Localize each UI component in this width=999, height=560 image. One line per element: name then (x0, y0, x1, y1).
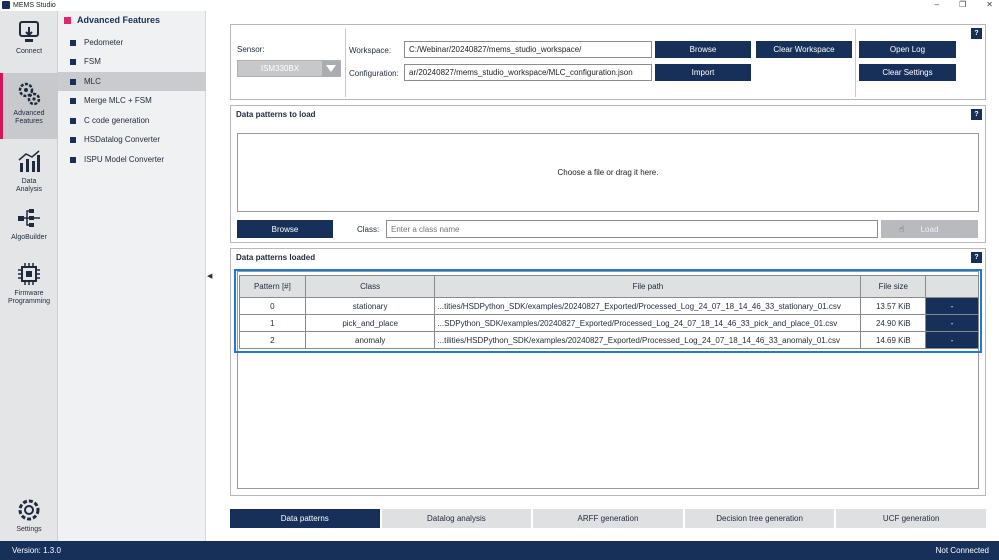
submenu-label: Merge MLC + FSM (84, 96, 152, 105)
cell-pattern: 2 (240, 332, 306, 349)
table-row[interactable] (240, 315, 979, 332)
rail-label-advanced-features: Advanced Features (13, 110, 45, 125)
submenu-item-mlc[interactable] (58, 72, 206, 91)
rail-label-connect: Connect (15, 48, 43, 55)
configuration-field[interactable]: ar/20240827/mems_studio_workspace/MLC_configuration.json (404, 64, 652, 81)
rail-item-connect[interactable] (0, 11, 58, 67)
submenu-item-hsdatalog-converter[interactable] (58, 130, 206, 149)
file-dropzone[interactable]: Choose a file or drag it here. (237, 133, 979, 212)
rail-label-firmware-programming: Firmware Programming (7, 290, 50, 305)
submenu-header (64, 15, 160, 25)
cell-file-size: 24.90 KiB (861, 315, 926, 332)
cell-file-path: ...tities/HSDPython_SDK/examples/20240827_Exported/Processed_Log_24_07_18_14_46_33_stationary_01.csv (435, 298, 861, 315)
main-nav-rail (0, 11, 58, 541)
class-name-input[interactable] (386, 220, 878, 238)
rail-item-advanced-features[interactable] (0, 73, 58, 139)
cursor-icon: ☝ (899, 223, 905, 234)
bullet-icon (70, 137, 76, 143)
tab-decision-tree-generation[interactable]: Decision tree generation (685, 509, 835, 528)
cell-file-path: ...SDPython_SDK/examples/20240827_Exported/Processed_Log_24_07_18_14_46_33_pick_and_place_01.csv (435, 315, 861, 332)
rail-label-algobuilder: AlgoBuilder (11, 234, 47, 241)
maximize-button[interactable]: ❐ (959, 0, 967, 9)
cell-file-path: ...tilities/HSDPython_SDK/examples/20240827_Exported/Processed_Log_24_07_18_14_46_33_anomaly_01.csv (435, 332, 861, 349)
rail-item-algobuilder[interactable] (0, 197, 58, 253)
connection-status: Not Connected (935, 546, 989, 555)
status-bar (0, 541, 999, 560)
clear-settings-button[interactable]: Clear Settings (859, 64, 956, 81)
table-row[interactable] (240, 332, 979, 349)
submenu-label: Pedometer (84, 38, 124, 47)
loaded-panel-title: Data patterns loaded (236, 253, 316, 262)
divider (855, 29, 856, 97)
bullet-icon (70, 98, 76, 104)
app-logo-icon (2, 1, 10, 9)
cell-pattern: 0 (240, 298, 306, 315)
tab-ucf-generation[interactable]: UCF generation (836, 509, 986, 528)
workspace-field[interactable]: C:/Webinar/20240827/mems_studio_workspace/ (404, 41, 652, 58)
gear-icon (16, 497, 42, 523)
load-panel-title: Data patterns to load (236, 110, 316, 119)
title-bar (0, 0, 999, 10)
workspace-browse-button[interactable]: Browse (655, 41, 751, 58)
load-patterns-panel (230, 105, 986, 243)
remove-row-button[interactable]: - (926, 315, 979, 332)
loaded-help-button[interactable]: ? (971, 252, 982, 263)
rail-item-data-analysis[interactable] (0, 141, 58, 197)
cell-file-size: 14.69 KiB (861, 332, 926, 349)
submenu-title: Advanced Features (77, 15, 161, 25)
minimize-button[interactable]: – (934, 0, 940, 9)
column-header-file-size[interactable]: File size (861, 276, 926, 298)
workflow-tabs (230, 509, 986, 528)
nodes-icon (16, 205, 42, 231)
loaded-patterns-panel (230, 248, 986, 496)
bullet-icon (70, 40, 76, 46)
load-help-button[interactable]: ? (971, 109, 982, 120)
submenu-label: HSDatalog Converter (84, 135, 161, 144)
submenu-item-c-code-generation[interactable] (58, 111, 206, 130)
sensor-select-value: ISM330BX (260, 64, 300, 73)
column-header-actions (926, 276, 979, 298)
column-header-class[interactable]: Class (305, 276, 435, 298)
connect-icon (16, 19, 42, 45)
window-title: MEMS Studio (13, 1, 56, 9)
class-label: Class: (357, 225, 380, 234)
submenu-item-merge-mlc-fsm[interactable] (58, 91, 206, 110)
tab-datalog-analysis[interactable]: Datalog analysis (382, 509, 532, 528)
close-button[interactable]: ✕ (986, 0, 993, 9)
bullet-icon (70, 79, 76, 85)
chevron-down-icon (322, 61, 340, 76)
submenu-label: MLC (84, 77, 101, 86)
column-header-pattern[interactable]: Pattern [#] (240, 276, 306, 298)
cell-class: pick_and_place (305, 315, 435, 332)
submenu-item-pedometer[interactable] (58, 33, 206, 52)
import-button[interactable]: Import (655, 64, 751, 81)
sensor-label: Sensor: (237, 45, 265, 54)
bullet-icon (70, 118, 76, 124)
configuration-label: Configuration: (349, 69, 399, 78)
tab-arff-generation[interactable]: ARFF generation (533, 509, 683, 528)
cell-class: stationary (305, 298, 435, 315)
chip-icon (16, 261, 42, 287)
collapse-sidebar-icon[interactable]: ◀ (207, 273, 213, 280)
submenu-label: ISPU Model Converter (84, 155, 165, 164)
bullet-icon (70, 157, 76, 163)
remove-row-button[interactable]: - (926, 332, 979, 349)
submenu-label: C code generation (84, 116, 150, 125)
remove-row-button[interactable]: - (926, 298, 979, 315)
workspace-label: Workspace: (349, 46, 392, 55)
divider (345, 29, 346, 97)
cell-pattern: 1 (240, 315, 306, 332)
section-marker (64, 17, 71, 24)
rail-label-data-analysis: Data Analysis (15, 178, 43, 193)
load-button[interactable] (881, 220, 978, 238)
rail-label-settings: Settings (16, 526, 42, 533)
submenu-label: FSM (84, 57, 101, 66)
bullet-icon (70, 59, 76, 65)
gears-icon (16, 81, 42, 107)
clear-workspace-button[interactable]: Clear Workspace (756, 41, 852, 58)
submenu-item-ispu-model-converter[interactable] (58, 150, 206, 169)
column-header-file-path[interactable]: File path (435, 276, 861, 298)
open-log-button[interactable]: Open Log (859, 41, 956, 58)
submenu-item-fsm[interactable] (58, 52, 206, 71)
version-text: Version: 1.3.0 (12, 546, 61, 555)
load-button-label: Load (920, 224, 939, 234)
cell-file-size: 13.57 KiB (861, 298, 926, 315)
feature-submenu (58, 11, 206, 541)
table-row[interactable] (240, 298, 979, 315)
table-header-row (240, 276, 979, 298)
cell-class: anomaly (305, 332, 435, 349)
configuration-panel (230, 24, 986, 100)
rail-item-firmware-programming[interactable] (0, 253, 58, 309)
rail-item-settings[interactable] (0, 489, 58, 541)
chart-icon (16, 149, 42, 175)
sensor-select[interactable] (237, 60, 341, 77)
config-help-button[interactable]: ? (971, 28, 982, 39)
patterns-table (239, 275, 979, 349)
tab-data-patterns[interactable]: Data patterns (230, 509, 380, 528)
load-browse-button[interactable]: Browse (237, 220, 333, 238)
